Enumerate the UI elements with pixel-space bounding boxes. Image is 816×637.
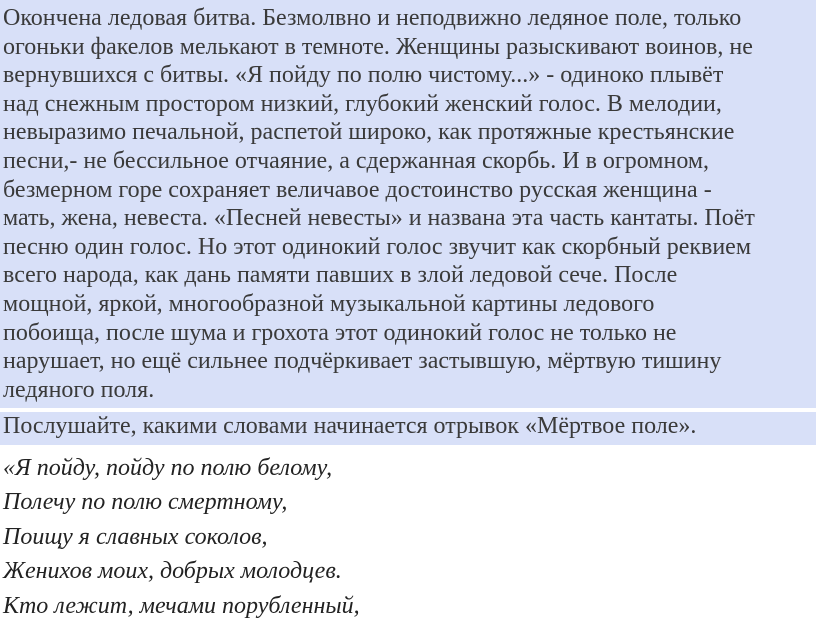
poem-excerpt bbox=[0, 451, 816, 624]
paragraph-line: песню один голос. Но этот одинокий голос звучит как скорбный реквием bbox=[3, 233, 752, 260]
paragraph-line: вернувшихся с битвы. «Я пойду по полю чистому...» - одиноко плывёт bbox=[3, 62, 724, 89]
paragraph-line: мать, жена, невеста. «Песней невесты» и названа эта часть кантаты. Поёт bbox=[3, 205, 755, 232]
poem-verse: Полечу по полю смертному, bbox=[3, 489, 288, 516]
paragraph-line: безмерном горе сохраняет величавое достоинство русская женщина - bbox=[3, 176, 712, 203]
paragraph-line: над снежным простором низкий, глубокий женский голос. В мелодии, bbox=[3, 90, 722, 117]
paragraph-line: всего народа, как дань памяти павших в злой ледовой сече. После bbox=[3, 262, 678, 289]
paragraph-line: ледяного поля. bbox=[3, 376, 155, 403]
paragraph-line: побоища, после шума и грохота этот одинокий голос не только не bbox=[3, 319, 677, 346]
paragraph-line: невыразимо печальной, распетой широко, как протяжные крестьянские bbox=[3, 119, 735, 146]
listen-prompt-text: Послушайте, какими словами начинается отрывок «Мёртвое поле». bbox=[3, 413, 697, 440]
poem-verse: Поищу я славных соколов, bbox=[3, 523, 268, 550]
paragraph-line: мощной, яркой, многообразной музыкальной картины ледового bbox=[3, 290, 655, 317]
poem-verse: «Я пойду, пойду по полю белому, bbox=[3, 454, 333, 481]
poem-verse: Женихов моих, добрых молодцев. bbox=[3, 558, 342, 585]
poem-verse: Кто лежит, мечами порубленный, bbox=[3, 592, 360, 619]
paragraph-line: нарушает, но ещё сильнее подчёркивает застывшую, мёртвую тишину bbox=[3, 348, 722, 375]
paragraph-line: Окончена ледовая битва. Безмолвно и неподвижно ледяное поле, только bbox=[3, 5, 742, 31]
paragraph-line: огоньки факелов мелькают в темноте. Женщины разыскивают воинов, не bbox=[3, 33, 753, 60]
listen-prompt-paragraph bbox=[0, 412, 816, 445]
paragraph-line: песни,- не бессильное отчаяние, а сдержанная скорбь. И в огромном, bbox=[3, 147, 710, 174]
